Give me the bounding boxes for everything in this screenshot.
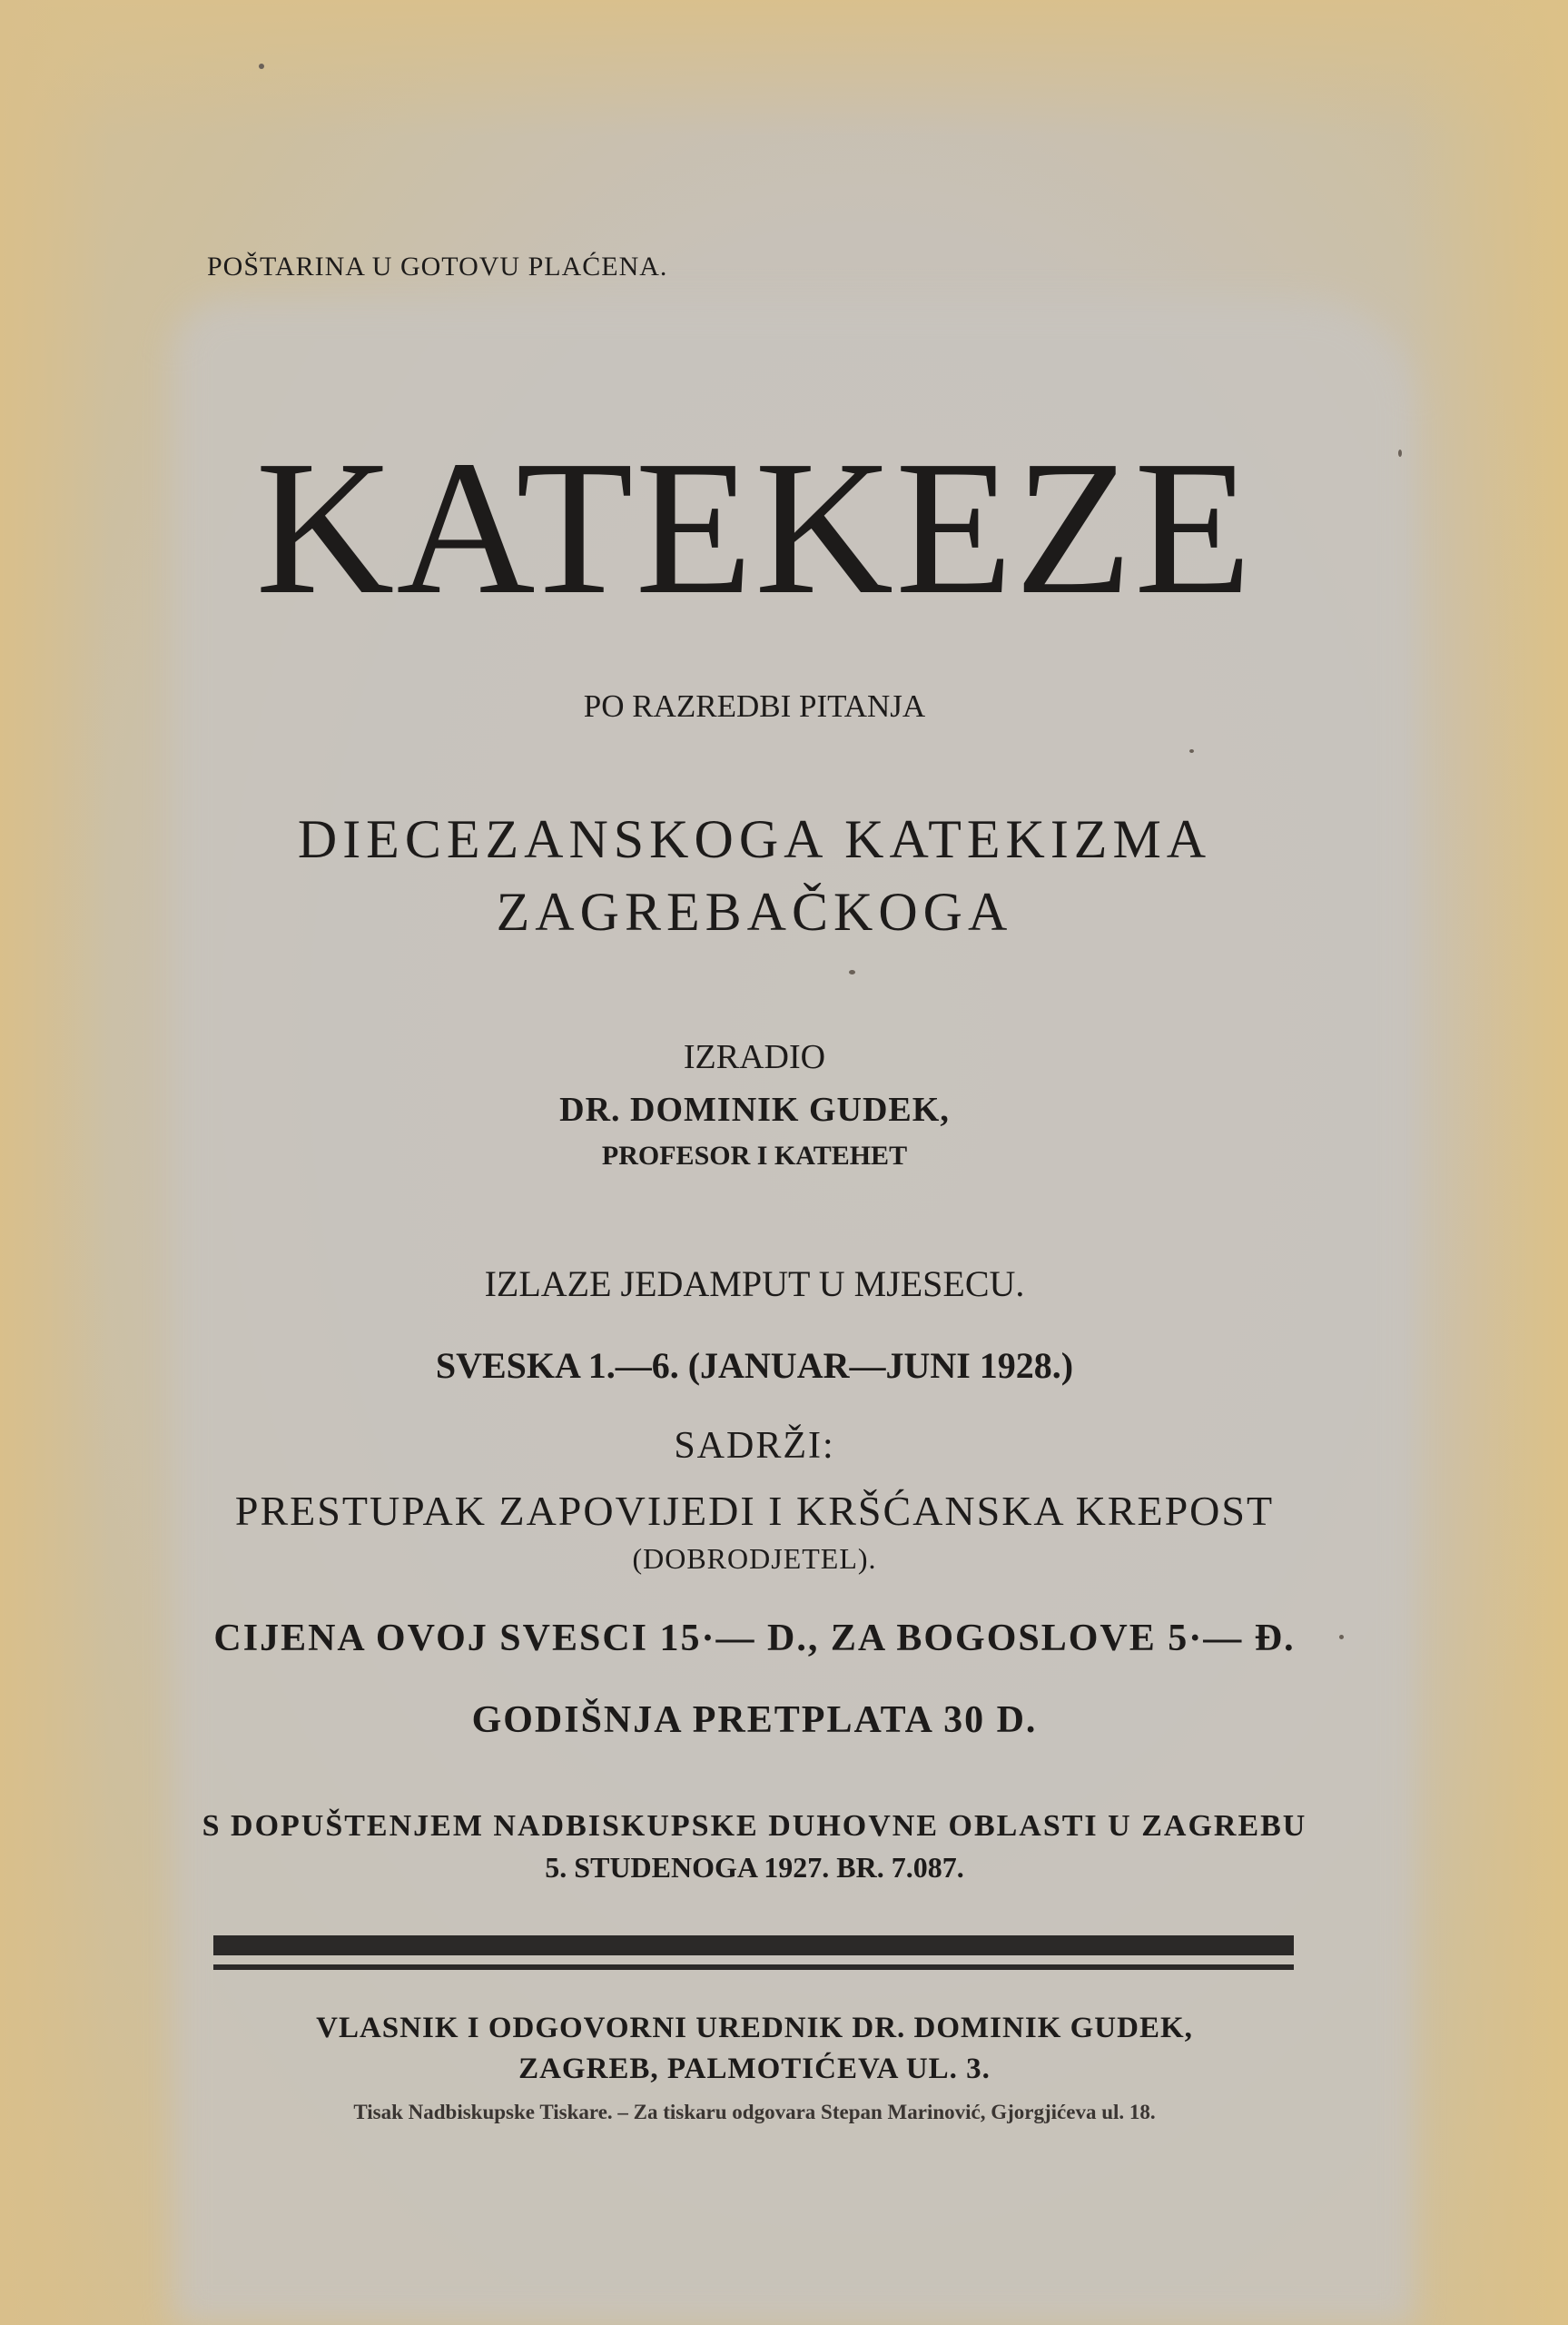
catechism-line-2: ZAGREBAČKOGA — [496, 882, 1013, 942]
subtitle: PO RAZREDBI PITANJA — [583, 688, 926, 724]
subscription-info: GODIŠNJA PRETPLATA 30 D. — [471, 1699, 1038, 1741]
paper-speck — [259, 64, 264, 69]
frequency-note: IZLAZE JEDAMPUT U MJESECU. — [484, 1263, 1025, 1304]
contents-subtitle: (DOBRODJETEL). — [632, 1542, 877, 1575]
paper-speck — [849, 970, 855, 975]
permission-line-1: S DOPUŠTENJEM NADBISKUPSKE DUHOVNE OBLASTI U ZAGREBU — [202, 1809, 1307, 1843]
issue-info: SVESKA 1.—6. (JANUAR—JUNI 1928.) — [435, 1345, 1074, 1386]
paper-speck — [1189, 749, 1194, 753]
author-name: DR. DOMINIK GUDEK, — [559, 1091, 950, 1129]
divider-thick — [213, 1935, 1294, 1955]
permission-line-2: 5. STUDENOGA 1927. BR. 7.087. — [545, 1851, 964, 1884]
author-title: PROFESOR I KATEHET — [601, 1141, 908, 1171]
divider-thin — [213, 1964, 1294, 1970]
page-title: KATEKEZE — [255, 420, 1254, 634]
contents-label: SADRŽI: — [674, 1425, 835, 1467]
postage-note: POŠTARINA U GOTOVU PLAĆENA. — [207, 252, 668, 282]
printer-line: Tisak Nadbiskupske Tiskare. – Za tiskaru odgovara Stepan Marinović, Gjorgjićeva ul. 18. — [353, 2101, 1156, 2123]
owner-line-2: ZAGREB, PALMOTIĆEVA UL. 3. — [518, 2053, 991, 2085]
catechism-line-1: DIECEZANSKOGA KATEKIZMA — [297, 809, 1212, 869]
price-info: CIJENA OVOJ SVESCI 15·— D., ZA BOGOSLOVE 5·— Đ. — [213, 1618, 1296, 1659]
paper-speck — [1339, 1635, 1344, 1639]
contents-title: PRESTUPAK ZAPOVIJEDI I KRŠĆANSKA KREPOST — [234, 1488, 1275, 1534]
prepared-by-label: IZRADIO — [683, 1038, 826, 1076]
paper-edge-top — [0, 0, 1568, 136]
paper-speck — [1398, 450, 1402, 457]
owner-line-1: VLASNIK I ODGOVORNI UREDNIK DR. DOMINIK GUDEK, — [316, 2012, 1193, 2044]
